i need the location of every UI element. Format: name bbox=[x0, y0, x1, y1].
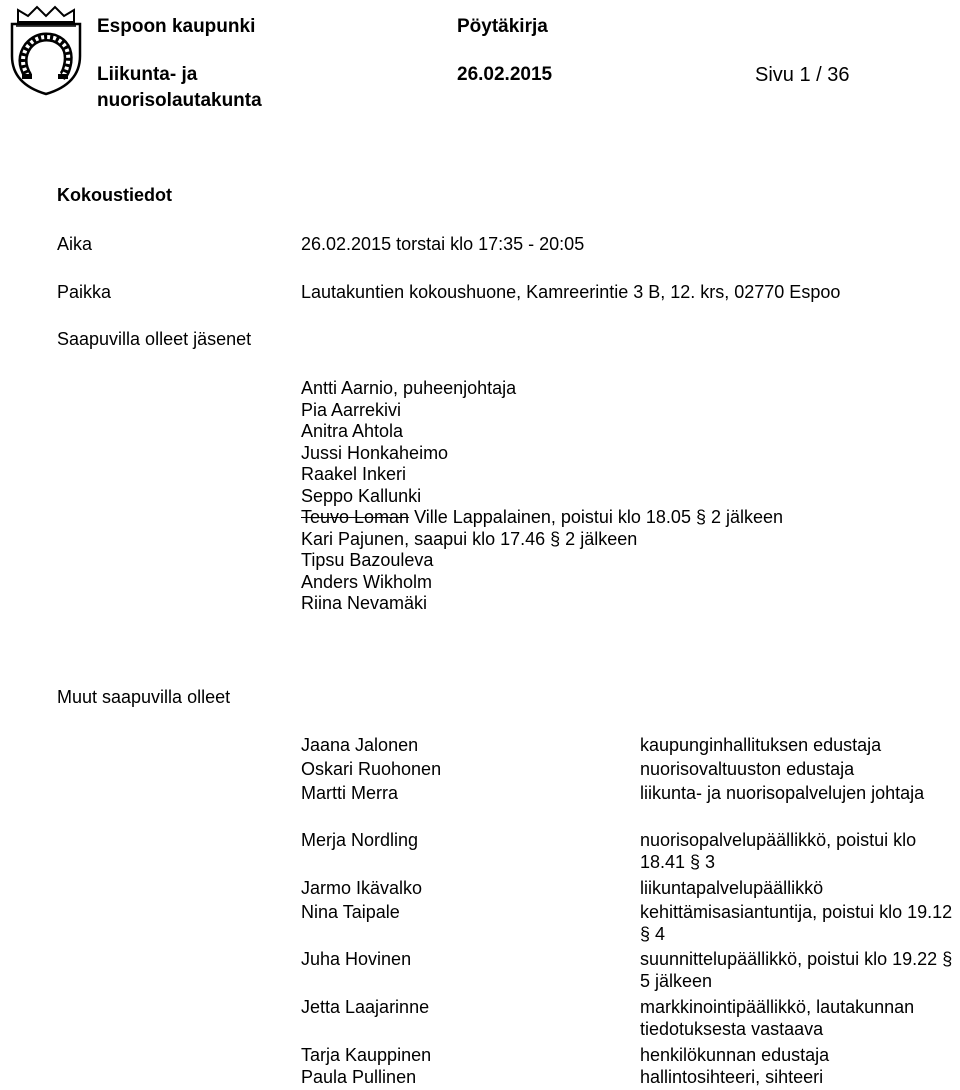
espoo-coat-of-arms-logo bbox=[6, 4, 86, 96]
member-item: Seppo Kallunki bbox=[301, 485, 422, 506]
person-name: Jaana Jalonen bbox=[301, 735, 419, 755]
person-name: Oskari Ruohonen bbox=[301, 759, 442, 779]
person-name: Nina Taipale bbox=[301, 902, 400, 922]
time-value: 26.02.2015 torstai klo 17:35 - 20:05 bbox=[301, 234, 585, 254]
place-value: Lautakuntien kokoushuone, Kamreerintie 3 B, 12. krs, 02770 Espoo bbox=[301, 282, 841, 302]
committee-name-line1: Liikunta- ja bbox=[97, 64, 198, 85]
person-name: Merja Nordling bbox=[301, 830, 419, 850]
person-name: Tarja Kauppinen bbox=[301, 1045, 432, 1065]
person-role: nuorisovaltuuston edustaja bbox=[640, 759, 855, 779]
member-item: Raakel Inkeri bbox=[301, 464, 407, 484]
person-role: henkilökunnan edustaja bbox=[640, 1045, 830, 1065]
members-label: Saapuvilla olleet jäsenet bbox=[57, 329, 252, 349]
member-item: Kari Pajunen, saapui klo 17.46 § 2 jälkeen bbox=[301, 528, 638, 549]
page-number: Sivu 1 / 36 bbox=[755, 64, 850, 86]
meeting-date: 26.02.2015 bbox=[457, 64, 553, 85]
member-item-substitution bbox=[301, 507, 783, 529]
person-role: liikunta- ja nuorisopalvelujen johtaja bbox=[640, 783, 925, 803]
person-name: Juha Hovinen bbox=[301, 949, 412, 969]
person-name: Jetta Laajarinne bbox=[301, 997, 430, 1017]
section-title: Kokoustiedot bbox=[57, 185, 172, 205]
members-list bbox=[301, 378, 783, 615]
person-role: markkinointipäällikkö, lautakunnan tiedotuksesta vastaava bbox=[640, 997, 915, 1039]
person-role: suunnittelupäällikkö, poistui klo 19.22 § 5 jälkeen bbox=[640, 949, 953, 991]
member-item: Anitra Ahtola bbox=[301, 421, 404, 441]
person-name: Paula Pullinen bbox=[301, 1067, 417, 1087]
person-role: nuorisopalvelupäällikkö, poistui klo 18.41 § 3 bbox=[640, 830, 917, 872]
committee-name-line2: nuorisolautakunta bbox=[97, 90, 262, 111]
person-role: kehittämisasiantuntija, poistui klo 19.12 § 4 bbox=[640, 902, 953, 944]
person-role: hallintosihteeri, sihteeri bbox=[640, 1067, 824, 1087]
member-item: Anders Wikholm bbox=[301, 571, 433, 592]
member-item: Riina Nevamäki bbox=[301, 593, 428, 613]
struck-member: Teuvo Loman bbox=[301, 507, 410, 527]
member-item: Pia Aarrekivi bbox=[301, 399, 402, 420]
others-label: Muut saapuvilla olleet bbox=[57, 687, 231, 707]
member-item: Tipsu Bazouleva bbox=[301, 550, 434, 570]
person-name: Martti Merra bbox=[301, 783, 399, 803]
document-type: Pöytäkirja bbox=[457, 16, 548, 37]
member-item: Antti Aarnio, puheenjohtaja bbox=[301, 378, 517, 398]
person-role: kaupunginhallituksen edustaja bbox=[640, 735, 882, 755]
member-item: Jussi Honkaheimo bbox=[301, 442, 449, 463]
organization-name: Espoon kaupunki bbox=[97, 16, 256, 37]
place-label: Paikka bbox=[57, 282, 112, 302]
person-role: liikuntapalvelupäällikkö bbox=[640, 878, 824, 898]
substitute-member: Ville Lappalainen, poistui klo 18.05 § 2 jälkeen bbox=[409, 507, 784, 527]
time-label: Aika bbox=[57, 234, 93, 254]
person-name: Jarmo Ikävalko bbox=[301, 878, 423, 898]
